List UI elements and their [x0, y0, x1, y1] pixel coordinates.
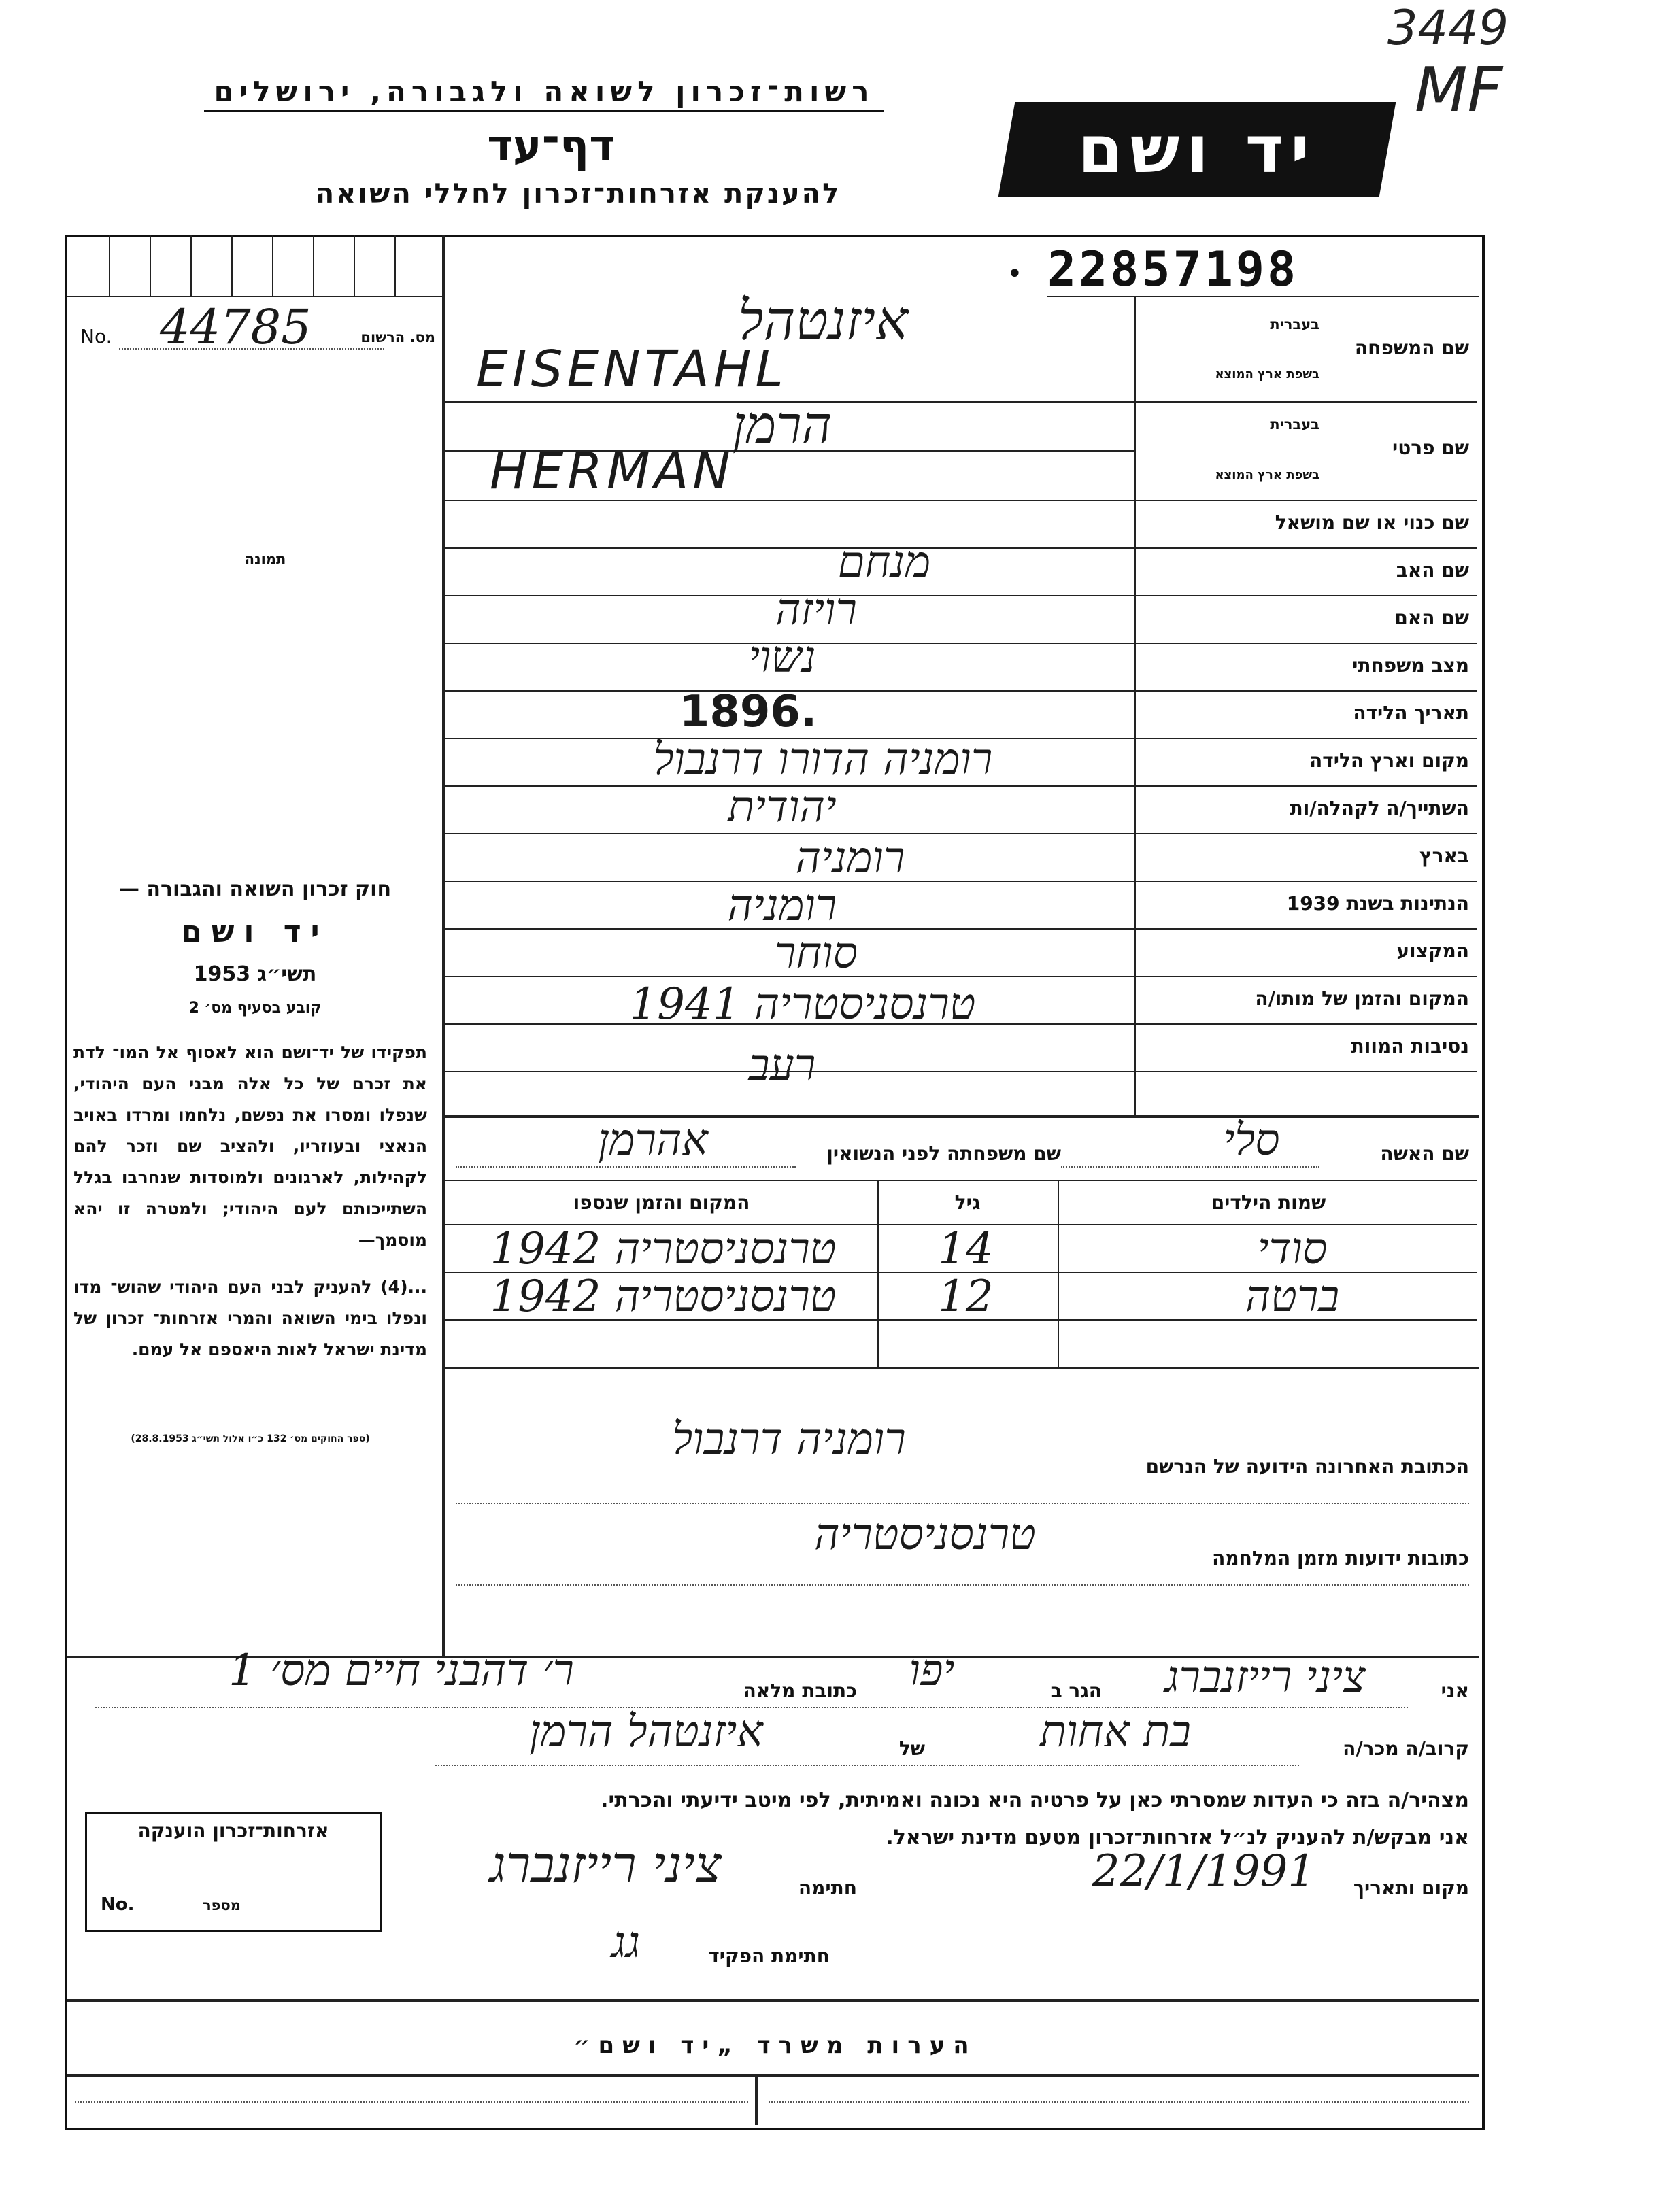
given-sub-hebrew: בעברית [1270, 416, 1319, 432]
dotted-line [456, 1584, 1469, 1586]
citizenship-box-title: אזרחות־זכרון הוענקה [137, 1820, 329, 1842]
law-title: חוק זכרון השואה והגבורה — [118, 877, 392, 901]
dotted-line [119, 348, 384, 350]
maiden-name-value: אהרמן [598, 1115, 708, 1165]
logo-text: יד ושם [1077, 112, 1317, 188]
label-column-divider [1134, 296, 1136, 1115]
last-address-value: רומניה דרנבול [672, 1414, 906, 1465]
declarant-name: ציני רייזנברג [1164, 1652, 1366, 1703]
given-name-latin: HERMAN [490, 442, 735, 500]
mother-label: שם האם [1394, 607, 1469, 629]
birthplace-value: רומניה הדורו דרנבול [653, 734, 993, 785]
given-sub-origin: בשפת ארץ המוצא [1215, 468, 1319, 482]
country-value: רומניה [795, 833, 905, 883]
child-1-place: טרנסניסטריה 1942 [490, 1224, 837, 1274]
relation-value: בת אחות [1040, 1707, 1191, 1757]
citizenship-no-label: No. [101, 1894, 135, 1915]
death-circumstances-label: נסיבות המוות [1351, 1035, 1469, 1057]
declarant-address: ר׳ דהבני חיים מס׳ 1 [229, 1646, 574, 1696]
notes-line [769, 2101, 1469, 2103]
registration-number: 44785 [160, 299, 312, 355]
grid-line [354, 235, 355, 296]
registration-no-label: No. [80, 325, 112, 347]
profession-value: סוחר [774, 928, 858, 979]
grid-line [443, 643, 1477, 644]
given-name-label: שם פרטי [1392, 437, 1469, 459]
section-divider [67, 2074, 1479, 2077]
country-label: בארץ [1419, 845, 1469, 867]
grid-line [877, 1180, 879, 1367]
war-addresses-value: טרנסניסטריה [814, 1510, 1036, 1560]
grid-line [443, 1071, 1477, 1072]
notes-divider [755, 2074, 758, 2125]
law-section: קובע בסעיף מס׳ 2 [188, 1000, 322, 1017]
declarant-city: יפו [909, 1646, 955, 1696]
dotted-line [456, 1166, 796, 1168]
marital-label: מצב משפחתי [1352, 654, 1469, 677]
grid-line [443, 785, 1477, 787]
signature-label: חתימה [798, 1877, 857, 1899]
citizenship-number-label: מספר [203, 1897, 241, 1913]
birthdate-value: 1896. [679, 687, 818, 737]
war-addresses-label: כתובות ידועות מזמן המלחמה [1212, 1547, 1469, 1569]
dotted-line [456, 1503, 1469, 1504]
notes-header: הערות משרד „יד ושם״ [573, 2032, 977, 2059]
request-text: אני מבקש/ת להעניק לנ״ל אזרחות־זכרון מטעם מדינת ישראל. [886, 1826, 1469, 1850]
place-date-value: 22/1/1991 [1092, 1846, 1316, 1896]
resides-label: הגר ב [1050, 1680, 1102, 1702]
place-date-label: מקום ותאריך [1353, 1877, 1469, 1899]
marital-value: נשוי [748, 632, 816, 683]
registration-label: מס. הרשום [360, 329, 435, 345]
serial-star: • [1007, 258, 1023, 290]
grid-line [313, 235, 314, 296]
law-name: יד ושם [181, 915, 329, 949]
family-sub-origin: בשפת ארץ המוצא [1215, 367, 1319, 381]
child-1-name: סודי [1257, 1224, 1328, 1274]
spouse-name: סלי [1223, 1115, 1280, 1165]
grid-line [443, 1367, 1479, 1369]
profession-label: המקצוע [1396, 940, 1469, 962]
law-citation: (ספר החוקים מס׳ 132 כ״ו אלול תשי״ג 28.8.1953) [131, 1433, 370, 1444]
grid-line [1047, 296, 1479, 297]
child-2-place: טרנסניסטריה 1942 [490, 1272, 837, 1322]
child-2-name: ברטה [1245, 1272, 1340, 1322]
grid-line [109, 235, 110, 296]
declaration-text: מצהיר/ה בזה כי העדות שמסרתי כאן על פרטיה היא נכונה ואמיתית, לפי מיטב ידיעתי והכרתי. [601, 1788, 1469, 1812]
relation-label: קרוב/ה מכר/ה [1343, 1737, 1469, 1760]
dotted-line [1061, 1166, 1319, 1168]
declarant-signature: ציני רייזנברג [489, 1836, 722, 1894]
declarant-ani-label: אני [1441, 1680, 1469, 1702]
mother-value: רויזה [775, 585, 857, 635]
section-divider [67, 1999, 1479, 2002]
officer-signature: גג [611, 1918, 641, 1968]
serial-number: 22857198 [1047, 241, 1299, 297]
father-value: מנחם [837, 537, 931, 588]
of-label: של [898, 1737, 925, 1760]
community-label: השתייך/ה לקהלה/ות [1290, 797, 1469, 819]
grid-line [443, 1180, 1477, 1181]
form-purpose: להענקת אזרחות־זכרון לחללי השואה [315, 178, 841, 209]
children-age-header: גיל [954, 1191, 981, 1214]
family-sub-hebrew: בעברית [1270, 316, 1319, 333]
nickname-label: שם כנוי או שם מושאל [1275, 511, 1469, 534]
death-place-value: טרנסניסטריה 1941 [629, 979, 976, 1030]
law-text-1: תפקידו של יד־ושם הוא לאסוף אל המו־ לדת את זכרם של כל אלה מבני העם היהודי, שנפלו ומסרו את נפשם, נלחמו ומרדו באויב הנאצי ובעוזריו, ולהציב שם וזכר להם לקהילות, לארגונים ולמוסדות שנחרבו בגלל השתייכותם לעם היהודי; ולמטרה זו יהא מוסמך— [73, 1042, 427, 1250]
spouse-label: שם האשה [1380, 1142, 1469, 1165]
citizenship-granted-box [85, 1812, 382, 1932]
archive-number-top: 3449 [1388, 0, 1509, 56]
grid-line [150, 235, 151, 296]
officer-signature-label: חתימת הפקיד [708, 1945, 830, 1967]
citizenship-1939-label: הנתינות בשנת 1939 [1286, 892, 1469, 915]
of-name: איזנטהל הרמן [529, 1707, 763, 1757]
family-name-latin: EISENTAHL [476, 340, 788, 398]
authority-title: רשות־זכרון לשואה ולגבורה, ירושלים [214, 75, 875, 108]
death-place-label: המקום והזמן של מותו/ה [1255, 987, 1469, 1010]
children-place-header: המקום והזמן שנספו [573, 1191, 750, 1214]
last-address-label: הכתובת האחרונה הידועה של הנרשם [1145, 1455, 1469, 1478]
law-year: תשי״ג 1953 [193, 962, 317, 986]
given-name-hebrew: הרמן [732, 394, 832, 455]
photo-label: תמונה [244, 551, 286, 567]
grid-line [67, 296, 443, 297]
birthdate-label: תאריך הלידה [1353, 702, 1469, 724]
family-name-label: שם המשפחה [1354, 337, 1469, 359]
grid-line [272, 235, 273, 296]
family-name-hebrew: איזנטהל [738, 289, 908, 352]
father-label: שם האב [1396, 559, 1469, 581]
citizenship-1939-value: רומניה [727, 881, 837, 931]
death-circumstances-value: רעב [748, 1040, 816, 1091]
grid-line [190, 235, 192, 296]
child-2-age: 12 [938, 1272, 994, 1322]
yad-vashem-logo [998, 102, 1396, 197]
column-divider [442, 235, 445, 1656]
maiden-name-label: שם משפחתה לפני הנשואין [826, 1142, 1061, 1165]
dotted-line [435, 1765, 1299, 1766]
law-text-2: ...(4) להעניק לבני העם היהודי שהוש־ מדו ונפלו בימי השואה והמרי אזרחות־ זכרון של מדינת ישראל לאות היאספם אל עמם. [73, 1277, 427, 1359]
children-names-header: שמות הילדים [1211, 1191, 1326, 1214]
notes-line [75, 2101, 748, 2103]
form-title: דף־עד [487, 121, 615, 171]
grid-line [443, 401, 1477, 403]
archive-number-second: MF [1415, 54, 1503, 126]
community-value: יהודית [728, 782, 837, 832]
child-1-age: 14 [938, 1224, 994, 1274]
grid-line [231, 235, 233, 296]
address-label: כתובת מלאה [743, 1680, 857, 1702]
header-rule [204, 110, 884, 112]
birthplace-label: מקום וארץ הלידה [1309, 749, 1469, 772]
grid-line [1058, 1180, 1059, 1367]
grid-line [394, 235, 396, 296]
